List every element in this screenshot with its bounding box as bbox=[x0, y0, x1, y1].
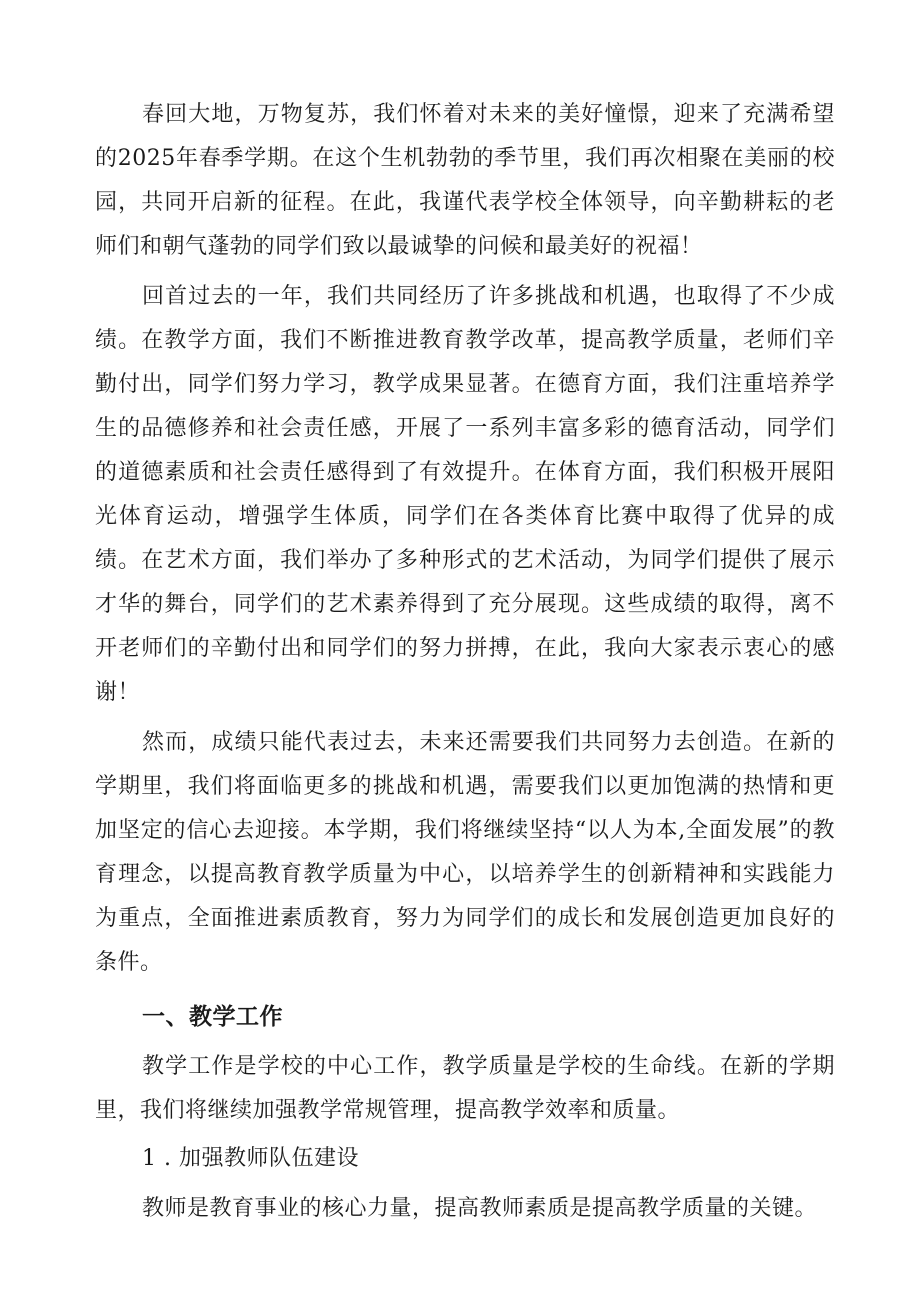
paragraph-outlook: 然而，成绩只能代表过去，未来还需要我们共同努力去创造。在新的学期里，我们将面临更多的挑战和机遇，需要我们以更加饱满的热情和更加坚定的信心去迎接。本学期，我们将继续坚持“以人为本,全面发展”的教育理念，以提高教育教学质量为中心，以培养学生的创新精神和实践能力为重点，全面推进素质教育，努力为同学们的成长和发展创造更加良好的条件。 bbox=[95, 730, 835, 975]
subheading-teacher-team: 1 . 加强教师队伍建设 bbox=[142, 1146, 359, 1171]
section-heading: 一、教学工作 bbox=[142, 1004, 283, 1030]
document-body bbox=[95, 93, 835, 1231]
paragraph-opening: 春回大地，万物复苏，我们怀着对未来的美好憧憬，迎来了充满希望的2025年春季学期。在这个生机勃勃的季节里，我们再次相聚在美丽的校园，共同开启新的征程。在此，我谨代表学校全体领导，向辛勤耕耘的老师们和朝气蓬勃的同学们致以最诚挚的问候和最美好的祝福！ bbox=[95, 102, 835, 259]
paragraph-teachers: 教师是教育事业的核心力量，提高教师素质是提高教学质量的关键。 bbox=[142, 1196, 818, 1221]
paragraph-review: 回首过去的一年，我们共同经历了许多挑战和机遇，也取得了不少成绩。在教学方面，我们不断推进教育教学改革，提高教学质量，老师们辛勤付出，同学们努力学习，教学成果显著。在德育方面，我们注重培养学生的品德修养和社会责任感，开展了一系列丰富多彩的德育活动，同学们的道德素质和社会责任感得到了有效提升。在体育方面，我们积极开展阳光体育运动，增强学生体质，同学们在各类体育比赛中取得了优异的成绩。在艺术方面，我们举办了多种形式的艺术活动，为同学们提供了展示才华的舞台，同学们的艺术素养得到了充分展现。这些成绩的取得，离不开老师们的辛勤付出和同学们的努力拼搏，在此，我向大家表示衷心的感谢！ bbox=[95, 284, 835, 705]
paragraph-teaching: 教学工作是学校的中心工作，教学质量是学校的生命线。在新的学期里，我们将继续加强教学常规管理，提高教学效率和质量。 bbox=[95, 1054, 835, 1123]
